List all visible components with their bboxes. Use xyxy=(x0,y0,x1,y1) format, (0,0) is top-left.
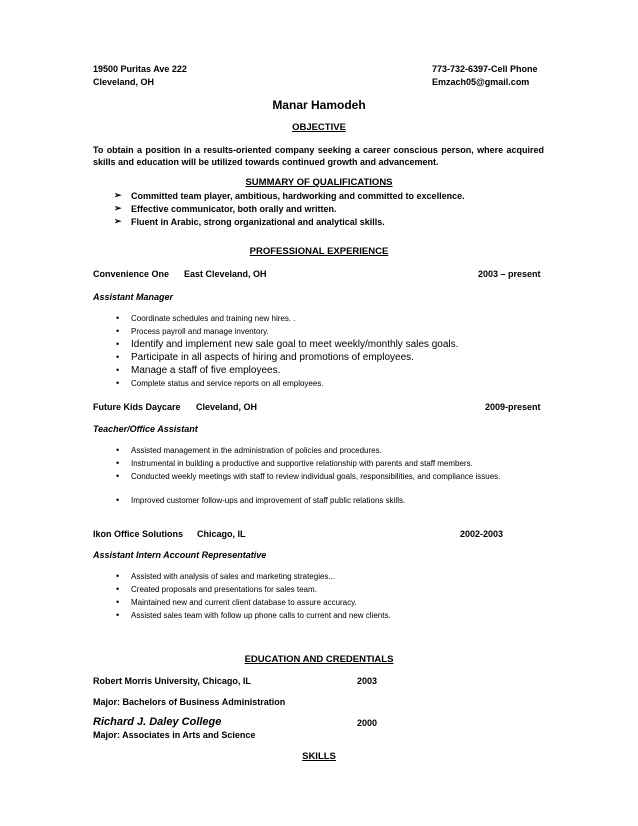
arrow-bullet-icon: ➢ xyxy=(114,190,122,200)
bullet-dot-icon: • xyxy=(116,597,120,607)
job-bullet: Improved customer follow-ups and improvement of staff public relations skills. xyxy=(131,496,406,505)
arrow-bullet-icon: ➢ xyxy=(114,216,122,226)
address-line-2: Cleveland, OH xyxy=(93,77,155,87)
bullet-dot-icon: • xyxy=(116,571,120,581)
bullet-dot-icon: • xyxy=(116,313,120,323)
job-bullet: Assisted sales team with follow up phone calls to current and new clients. xyxy=(131,611,391,620)
job-bullet: Identify and implement new sale goal to meet weekly/monthly sales goals. xyxy=(131,339,459,350)
bullet-dot-icon: • xyxy=(116,458,120,468)
bullet-dot-icon: • xyxy=(116,610,120,620)
job-bullet: Manage a staff of five employees. xyxy=(131,365,281,376)
skills-heading: SKILLS xyxy=(302,751,336,762)
education-heading: EDUCATION AND CREDENTIALS xyxy=(244,654,394,665)
school-detail: Major: Associates in Arts and Science xyxy=(93,730,256,740)
job-dates: 2002-2003 xyxy=(460,529,504,539)
job-title: Assistant Manager xyxy=(93,292,174,302)
bullet-dot-icon: • xyxy=(116,326,120,336)
objective-heading: OBJECTIVE xyxy=(292,122,346,133)
job-bullet: Created proposals and presentations for sales team. xyxy=(131,585,317,594)
school-name: Robert Morris University, Chicago, IL xyxy=(93,676,251,686)
school-year: 2000 xyxy=(357,718,378,728)
address-line-1: 19500 Puritas Ave 222 xyxy=(93,64,187,74)
bullet-dot-icon: • xyxy=(116,352,120,362)
job-bullet: Conducted weekly meetings with staff to review individual goals, responsibilities, and compliance issues. xyxy=(131,472,501,481)
school-year: 2003 xyxy=(357,676,378,686)
bullet-dot-icon: • xyxy=(116,471,120,481)
summary-heading: SUMMARY OF QUALIFICATIONS xyxy=(245,177,393,188)
bullet-dot-icon: • xyxy=(116,365,120,375)
job-title: Assistant Intern Account Representative xyxy=(93,550,267,560)
job-location: East Cleveland, OH xyxy=(184,269,267,279)
school-detail: Major: Bachelors of Business Administration xyxy=(93,697,286,707)
bullet-dot-icon: • xyxy=(116,445,120,455)
job-company: Convenience One xyxy=(93,269,170,279)
job-bullet: Coordinate schedules and training new hires. . xyxy=(131,314,296,323)
job-company: Future Kids Daycare xyxy=(93,402,181,412)
job-location: Chicago, IL xyxy=(197,529,246,539)
bullet-dot-icon: • xyxy=(116,339,120,349)
bullet-dot-icon: • xyxy=(116,378,120,388)
phone: 773-732-6397-Cell Phone xyxy=(432,64,538,74)
job-dates: 2003 – present xyxy=(478,269,541,279)
job-bullet: Maintained new and current client database to assure accuracy. xyxy=(131,598,357,607)
job-bullet: Participate in all aspects of hiring and promotions of employees. xyxy=(131,352,414,363)
job-bullet: Assisted with analysis of sales and marketing strategies... xyxy=(131,572,336,581)
job-bullet: Complete status and service reports on all employees. xyxy=(131,379,324,388)
email: Emzach05@gmail.com xyxy=(432,77,530,87)
bullet-dot-icon: • xyxy=(116,495,120,505)
job-dates: 2009-present xyxy=(485,402,541,412)
job-title: Teacher/Office Assistant xyxy=(93,424,198,434)
job-bullet: Assisted management in the administration of policies and procedures. xyxy=(131,446,382,455)
school-name: Richard J. Daley College xyxy=(93,716,222,728)
arrow-bullet-icon: ➢ xyxy=(114,203,122,213)
job-company: Ikon Office Solutions xyxy=(93,529,184,539)
candidate-name: Manar Hamodeh xyxy=(272,98,366,112)
job-location: Cleveland, OH xyxy=(196,402,258,412)
job-bullet: Instrumental in building a productive and supportive relationship with parents and staff members. xyxy=(131,459,473,468)
bullet-dot-icon: • xyxy=(116,584,120,594)
job-bullet: Process payroll and manage inventory. xyxy=(131,327,269,336)
summary-item: Committed team player, ambitious, hardworking and committed to excellence. xyxy=(131,191,465,201)
summary-item: Fluent in Arabic, strong organizational and analytical skills. xyxy=(131,217,385,227)
objective-text: To obtain a position in a results-oriented company seeking a career conscious person, where acquired skills and education will be utilized towards continued growth and advancement. xyxy=(93,145,544,167)
experience-heading: PROFESSIONAL EXPERIENCE xyxy=(249,246,389,257)
summary-item: Effective communicator, both orally and written. xyxy=(131,204,337,214)
